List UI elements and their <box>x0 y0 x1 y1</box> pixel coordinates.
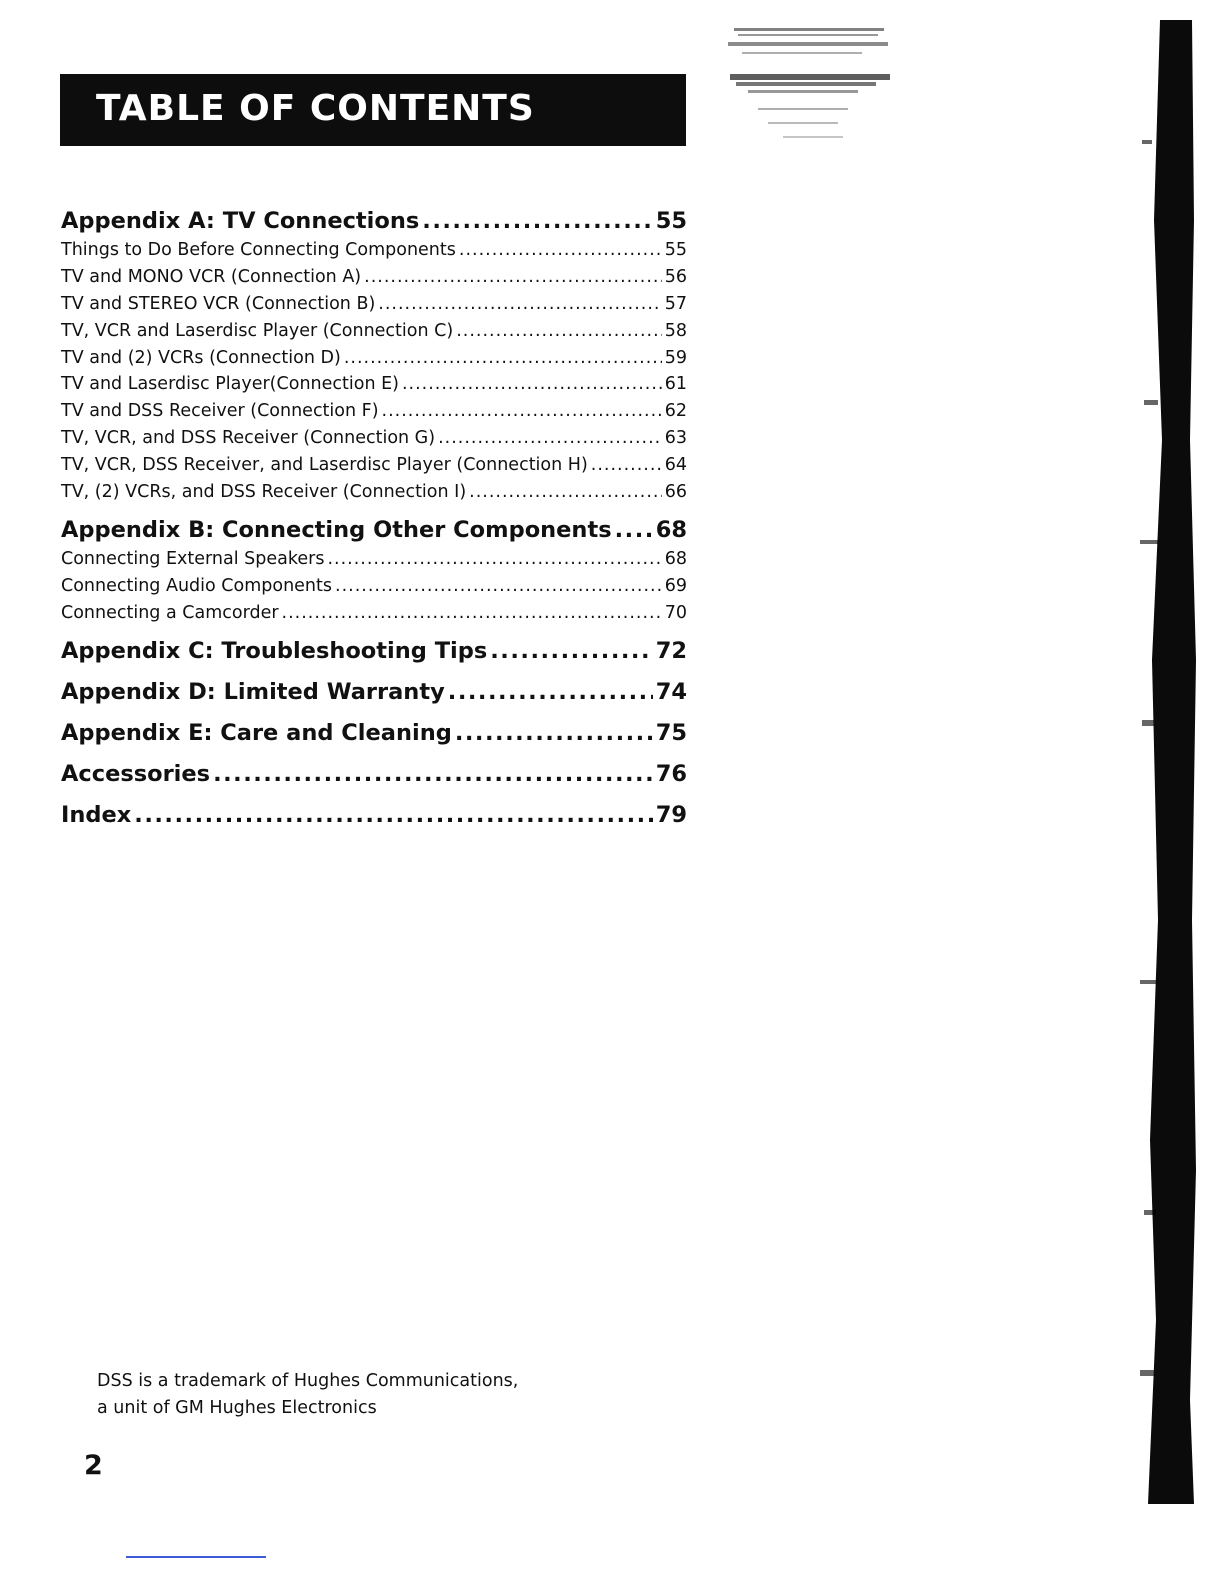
dot-leader <box>456 318 662 345</box>
toc-entry-page: 79 <box>655 801 687 828</box>
dot-leader <box>282 600 662 627</box>
dot-leader <box>378 291 661 318</box>
dot-leader <box>335 573 662 600</box>
toc-subentry-label: TV and (2) VCRs (Connection D) <box>61 347 341 368</box>
toc-subentry-label: Connecting a Camcorder <box>61 602 279 623</box>
dot-leader <box>134 799 652 831</box>
toc-subentry[interactable] <box>61 573 687 600</box>
toc-subentry-page: 68 <box>664 548 687 569</box>
toc-subentry-page: 66 <box>664 482 687 503</box>
spacer <box>61 667 687 676</box>
toc-subentry-label: Connecting External Speakers <box>61 548 325 569</box>
dot-leader <box>364 264 662 291</box>
toc-entry-appendix-e[interactable] <box>61 717 687 749</box>
dot-leader <box>344 345 662 372</box>
spacer <box>61 790 687 799</box>
dot-leader <box>422 205 652 237</box>
footnote-line: DSS is a trademark of Hughes Communications, <box>97 1371 519 1391</box>
toc-subentry-label: TV, VCR, DSS Receiver, and Laserdisc Player (Connection H) <box>61 455 588 476</box>
toc-entry-page: 55 <box>655 208 687 234</box>
header-bar <box>60 74 686 146</box>
toc-subentry-label: Things to Do Before Connecting Components <box>61 240 456 260</box>
toc-subentry-page: 58 <box>664 320 687 341</box>
dot-leader <box>490 635 652 667</box>
toc-entry-label: Appendix D: Limited Warranty <box>61 678 445 705</box>
toc-subentry-page: 61 <box>664 374 687 395</box>
toc-entry-page: 68 <box>655 516 687 543</box>
toc-subentry[interactable] <box>61 371 687 398</box>
toc-subentry-page: 64 <box>664 455 687 476</box>
toc-subentry-page: 69 <box>664 575 687 596</box>
toc-subentry-page: 62 <box>664 401 687 422</box>
toc-subentry-page: 59 <box>664 347 687 368</box>
dot-leader <box>213 758 653 790</box>
toc-subentry-label: TV and Laserdisc Player(Connection E) <box>61 374 399 395</box>
toc-entry-label: Index <box>61 801 132 828</box>
toc-entry-page: 75 <box>655 719 687 746</box>
scan-smudge <box>728 22 928 150</box>
spacer <box>61 627 687 635</box>
dot-leader <box>327 546 661 573</box>
dot-leader <box>459 237 662 264</box>
spacer <box>61 749 687 758</box>
toc-subentry-label: TV and DSS Receiver (Connection F) <box>61 401 379 422</box>
toc-entry-label: Appendix A: TV Connections <box>61 208 420 234</box>
toc-subentry-page: 63 <box>664 428 687 449</box>
toc-subentry[interactable] <box>61 291 687 318</box>
toc-subentry-page: 57 <box>664 293 687 314</box>
trademark-footnote <box>97 1368 518 1422</box>
toc-entry-label: Appendix C: Troubleshooting Tips <box>61 637 488 664</box>
toc-entry-appendix-b[interactable] <box>61 514 687 546</box>
toc-subentry-page: 70 <box>664 602 687 623</box>
toc-entry-label: Appendix E: Care and Cleaning <box>61 719 452 746</box>
dot-leader <box>455 717 653 749</box>
toc-entry-appendix-d[interactable] <box>61 676 687 708</box>
toc-subentry[interactable] <box>61 479 687 506</box>
toc-subentry[interactable] <box>61 546 687 573</box>
footnote-line: a unit of GM Hughes Electronics <box>97 1398 377 1418</box>
dot-leader <box>469 479 662 506</box>
dot-leader <box>438 425 662 452</box>
dot-leader <box>382 398 662 425</box>
dot-leader <box>448 676 653 708</box>
toc-subentry-label: TV and STEREO VCR (Connection B) <box>61 293 376 314</box>
toc-subentry[interactable] <box>61 318 687 345</box>
toc-entry-page: 74 <box>655 678 687 705</box>
toc-subentry[interactable] <box>61 345 687 372</box>
toc-subentry-label: TV, VCR, and DSS Receiver (Connection G) <box>61 428 436 449</box>
toc-subentry-label: TV, VCR and Laserdisc Player (Connection C) <box>61 320 454 341</box>
toc-subentry-page: 55 <box>664 240 687 260</box>
toc-entry-label: Accessories <box>61 760 211 787</box>
dot-leader <box>591 452 662 479</box>
page-number: 2 <box>84 1450 103 1481</box>
toc-entry-page: 72 <box>655 637 687 664</box>
table-of-contents <box>61 205 687 831</box>
toc-subentry-label: TV, (2) VCRs, and DSS Receiver (Connection I) <box>61 482 467 503</box>
binding-edge <box>1140 20 1198 1504</box>
toc-subentry[interactable] <box>61 452 687 479</box>
toc-subentry[interactable] <box>61 600 687 627</box>
toc-subentry-label: TV and MONO VCR (Connection A) <box>61 266 362 287</box>
toc-subentry-page: 56 <box>664 266 687 287</box>
toc-subentry[interactable] <box>61 425 687 452</box>
dot-leader <box>402 371 662 398</box>
toc-entry-index[interactable] <box>61 799 687 831</box>
toc-subentry[interactable] <box>61 398 687 425</box>
toc-entry-appendix-a[interactable] <box>61 205 687 237</box>
scan-artifact-line <box>126 1556 266 1558</box>
toc-entry-label: Appendix B: Connecting Other Components <box>61 516 612 543</box>
page-title: TABLE OF CONTENTS <box>96 88 535 129</box>
toc-subentry[interactable] <box>61 264 687 291</box>
toc-subentry-label: Connecting Audio Components <box>61 575 333 596</box>
dot-leader <box>615 514 653 546</box>
toc-entry-accessories[interactable] <box>61 758 687 790</box>
toc-subentry[interactable] <box>61 237 687 264</box>
toc-entry-appendix-c[interactable] <box>61 635 687 667</box>
spacer <box>61 506 687 514</box>
toc-entry-page: 76 <box>655 760 687 787</box>
spacer <box>61 708 687 717</box>
